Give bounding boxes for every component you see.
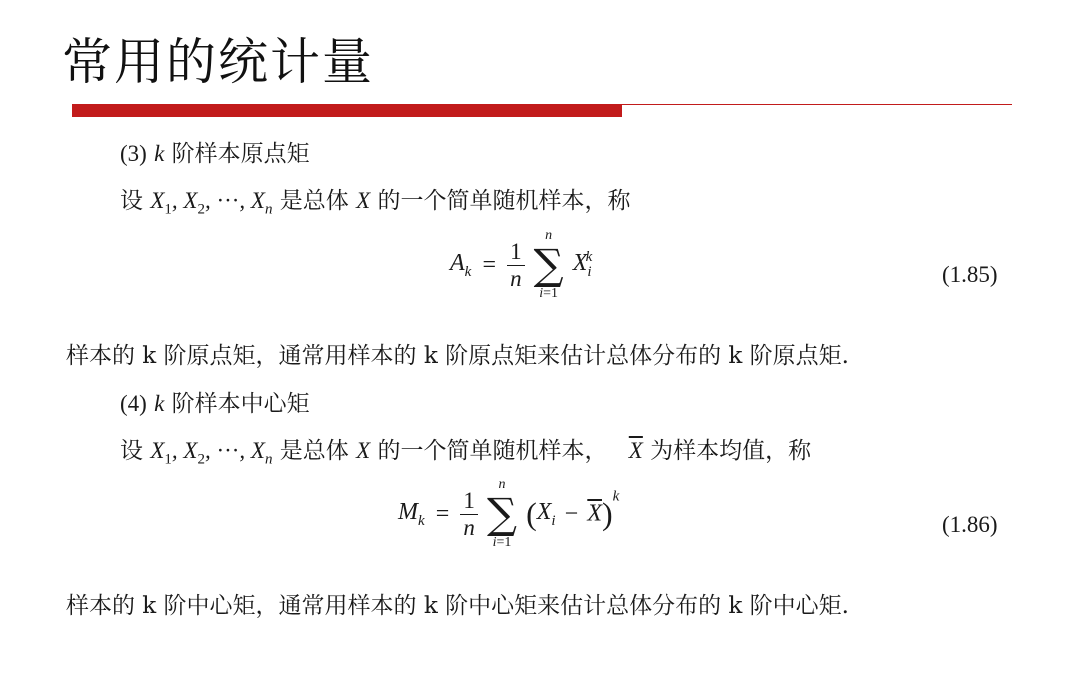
sample-variables: $X_1$, $X_2$, ···, $X_n$ (150, 188, 273, 218)
section3-conclusion: 样本的 k 阶原点矩，通常用样本的 k 阶原点矩来估计总体分布的 k 阶原点矩. (66, 343, 849, 369)
slide-title: 常用的统计量 (62, 33, 374, 91)
summation-sign: n ∑ i=1 (487, 477, 517, 550)
section3-intro: 设 $X_1$, $X_2$, ···, $X_n$ 是总体 X 的一个简单随机样本，称 (120, 188, 631, 218)
sample-mean-symbol: $\overline{X}$ (628, 438, 643, 463)
equation-1-86: $M_k$ = $\frac{1}{n}$ n ∑ i=1 $(X_i - \overline{X})^k$ (398, 477, 620, 550)
section4-heading: (4) k 阶样本中心矩 (120, 391, 310, 417)
section3-heading: (3) k 阶样本原点矩 (120, 141, 310, 167)
fraction-one-over-n: $\frac{1}{n}$ (507, 239, 525, 292)
equation-number-1-85: (1.85) (942, 262, 998, 287)
fraction-one-over-n: $\frac{1}{n}$ (460, 488, 478, 541)
section4-conclusion: 样本的 k 阶中心矩，通常用样本的 k 阶中心矩来估计总体分布的 k 阶中心矩. (66, 593, 849, 619)
sample-variables: $X_1$, $X_2$, ···, $X_n$ (150, 438, 273, 468)
section4-intro: 设 $X_1$, $X_2$, ···, $X_n$ 是总体 X 的一个简单随机样本， $\overline{X}$ 为样本均值，称 (120, 438, 812, 468)
summation-sign: n ∑ i=1 (533, 228, 564, 301)
equation-1-85: $A_k$ = $\frac{1}{n}$ n ∑ i=1 $X_i^k$ (450, 228, 593, 301)
title-underline-thick (72, 105, 622, 117)
equation-number-1-86: (1.86) (942, 512, 998, 537)
